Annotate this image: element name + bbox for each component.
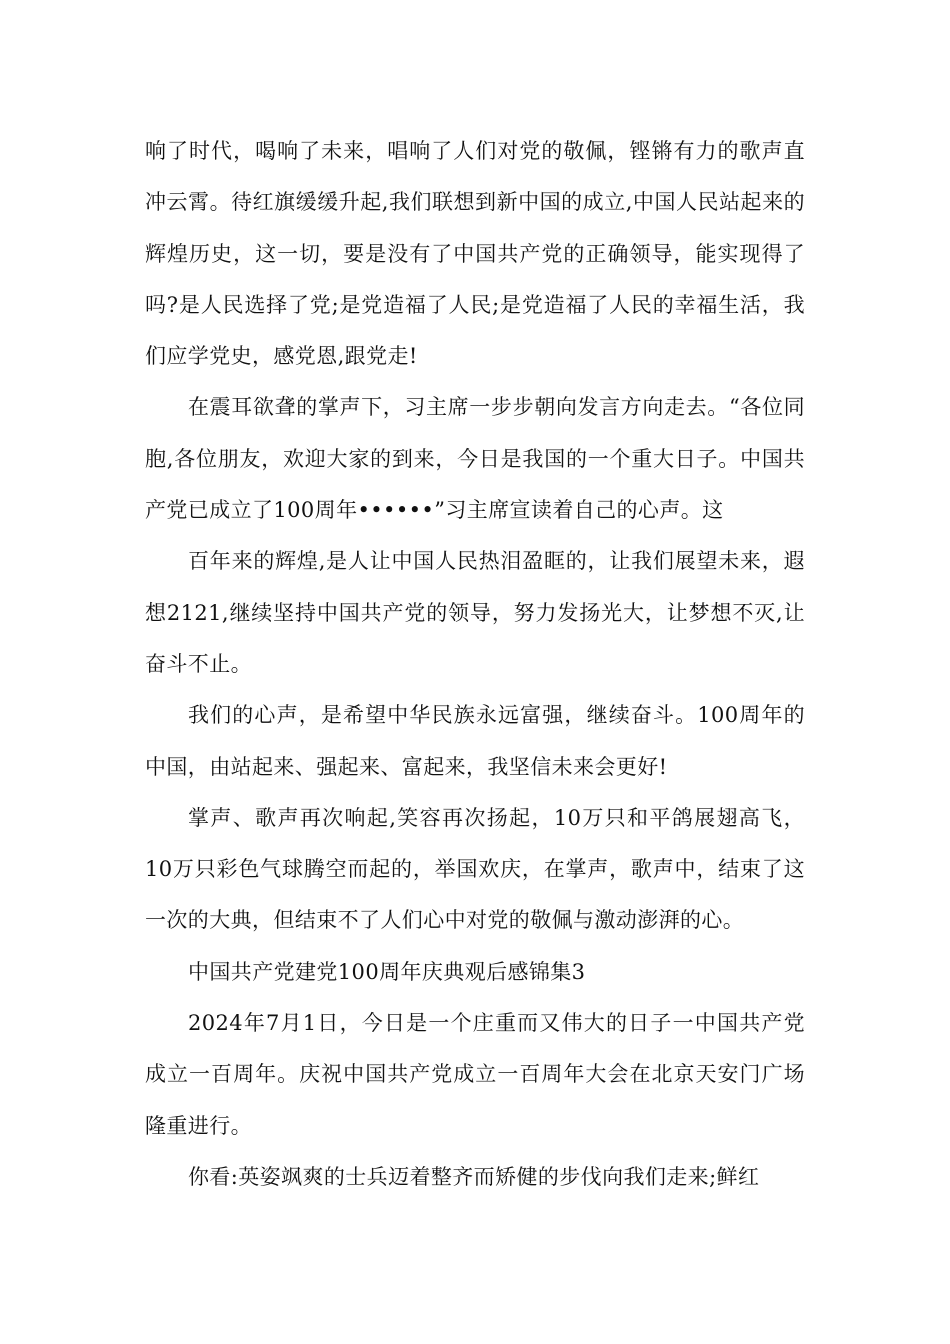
document-body	[145, 126, 805, 1203]
paragraph-celebration: 掌声、歌声再次响起,笑容再次扬起，10万只和平鸽展翅高飞，10万只彩色气球腾空而起的，举国欢庆，在掌声，歌声中，结束了这一次的大典，但结束不了人们心中对党的敬佩与激动澎湃的心。	[145, 805, 805, 933]
paragraph-speech: 在震耳欲聋的掌声下，习主席一步步朝向发言方向走去。“各位同胞,各位朋友，欢迎大家的到来，今日是我国的一个重大日子。中国共产党已成立了100周年••••••”习主席宣读着自己的心声。这	[145, 395, 805, 523]
paragraph-continuation: 响了时代，喝响了未来，唱响了人们对党的敬佩，铿锵有力的歌声直冲云霄。待红旗缓缓升起,我们联想到新中国的成立,中国人民站起来的辉煌历史，这一切，要是没有了中国共产党的正确领导，能实现得了吗?是人民选择了党;是党造福了人民;是党造福了人民的幸福生活，我们应学党史，感党恩,跟党走!	[145, 139, 805, 369]
paragraph-soldiers: 你看:英姿飒爽的士兵迈着整齐而矫健的步伐向我们走来;鲜红	[188, 1164, 760, 1189]
paragraph-future: 百年来的辉煌,是人让中国人民热泪盈眶的，让我们展望未来，遐想2121,继续坚持中国共产党的领导，努力发扬光大，让梦想不灭,让奋斗不止。	[145, 549, 805, 676]
section-heading: 中国共产党建党100周年庆典观后感锦集3	[188, 959, 586, 984]
paragraph-date: 2024年7月1日，今日是一个庄重而又伟大的日子一中国共产党成立一百周年。庆祝中国共产党成立一百周年大会在北京天安门广场隆重进行。	[145, 1011, 805, 1138]
paragraph-hope: 我们的心声，是希望中华民族永远富强，继续奋斗。100周年的中国，由站起来、强起来、富起来，我坚信未来会更好!	[145, 703, 805, 779]
